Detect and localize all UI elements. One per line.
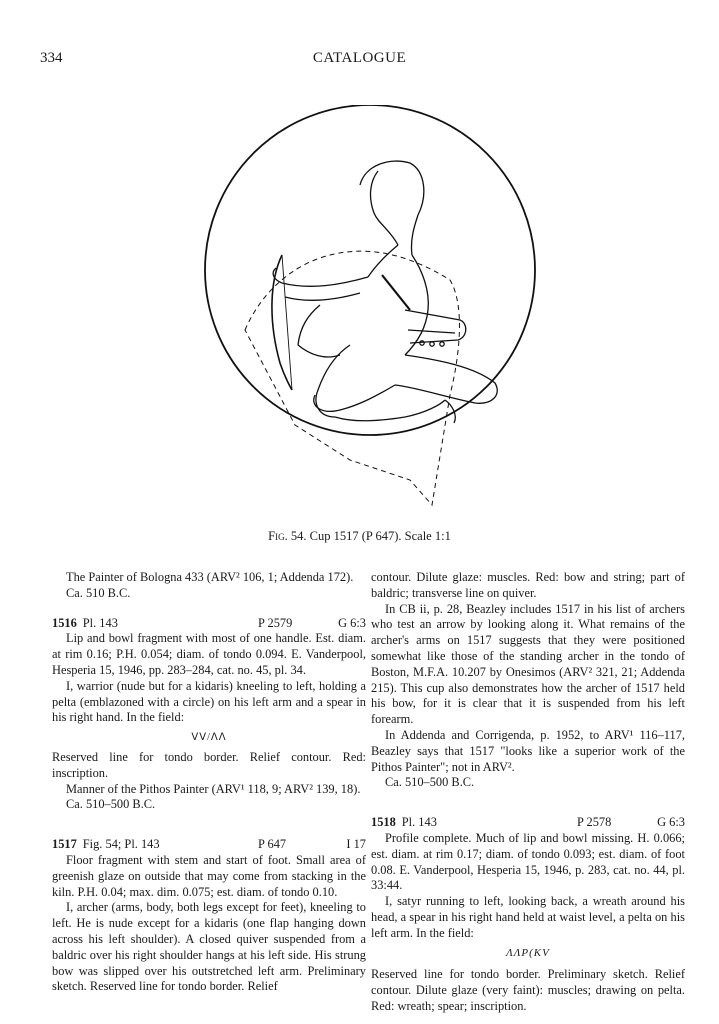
- figure-caption-text: Cup 1517 (P 647). Scale 1:1: [309, 529, 451, 543]
- figure-label: Fig. 54.: [268, 529, 307, 543]
- entry-technique: contour. Dilute glaze: muscles. Red: bow and string; part of baldric; transverse line on quiver.: [371, 570, 685, 600]
- right-column: [371, 570, 685, 1015]
- entry-technique: Reserved line for tondo border. Relief contour. Red: inscription.: [52, 749, 366, 780]
- entry-context: I 17: [346, 837, 366, 852]
- entry-description: Profile complete. Much of lip and bowl missing. H. 0.066; est. diam. at rim 0.17; diam. of tondo 0.093; est. diam. of foot 0.08. E. Vanderpool, Hesperia 15, 1946, p. 283, cat. no. 44, pl. 33:44.: [371, 830, 685, 893]
- kneeling-archer-tondo-drawing: [200, 105, 550, 515]
- left-column: [52, 570, 366, 995]
- bow: [272, 255, 292, 390]
- entry-description: Floor fragment with stem and start of foot. Small area of greenish glaze on outside that may come from stacking in the kiln. P.H. 0.04; max. dim. 0.075; est. diam. of tondo 0.10.: [52, 852, 366, 899]
- entry-date: Ca. 510–500 B.C.: [66, 797, 156, 812]
- entry-subject: I, warrior (nude but for a kidaris) kneeling to left, holding a pelta (emblazoned with a circle) on his left arm and a spear in his right hand. In the field:: [52, 678, 366, 725]
- entry-context: G 6:3: [657, 815, 685, 830]
- entry-plate: Pl. 143: [401, 815, 437, 830]
- entry-technique: Reserved line for tondo border. Preliminary sketch. Relief contour. Dilute glaze (very faint): muscles; drawing on pelta. Red: wreath; spear; inscription.: [371, 967, 685, 1013]
- entry-number: 1518: [371, 815, 396, 830]
- archer-head: [360, 161, 424, 255]
- entry-plate: Fig. 54; Pl. 143: [82, 837, 160, 852]
- entry-plate: Pl. 143: [82, 615, 118, 630]
- archer-body: [405, 255, 428, 355]
- entry-subject: I, archer (arms, body, both legs except for feet), kneeling to left. He is nude except for a kidaris (one flap hanging down across his left shoulder). A closed quiver suspended from a baldric over his right shoulder hangs at his left side. His strung bow was slipped over his outstretched left arm. Preliminary sketch. Reserved line for tondo border. Relief: [52, 900, 366, 994]
- entry-attribution: Manner of the Pithos Painter (ARV¹ 118, 9; ARV² 139, 18).: [66, 781, 361, 796]
- figure-caption: [0, 529, 719, 544]
- quiver: [405, 310, 466, 343]
- entry-commentary: In CB ii, p. 28, Beazley includes 1517 in his list of archers who test an arrow by looking along it. What remains of the archer's arms on 1517 suggests that they were positioned somewhat like those of the standing archer in the tondo of Boston, M.F.A. 10.207 by Onesimos (ARV² 321, 21; Addenda 215). This cup also demonstrates how the archer of 1517 held his bow, for it is clear that it is suspended from his left forearm.: [371, 601, 685, 727]
- inscription: ΛΛΡ(ΚV: [506, 946, 550, 959]
- archer-leg: [395, 355, 497, 403]
- entry-number: 1517: [52, 837, 77, 852]
- entry-commentary: In Addenda and Corrigenda, p. 1952, to ARV¹ 116–117, Beazley says that 1517 "looks like a superior work of the Pithos Painter"; not in ARV².: [371, 727, 685, 774]
- entry-date: Ca. 510–500 B.C.: [385, 775, 475, 790]
- archer-arm: [273, 268, 368, 286]
- entry-context: G 6:3: [338, 615, 366, 630]
- entry-1517-header: [52, 837, 366, 853]
- running-head: CATALOGUE: [312, 50, 407, 66]
- intro-line: The Painter of Bologna 433 (ARV² 106, 1; Addenda 172).: [66, 570, 354, 584]
- entry-1516-header: [52, 616, 366, 632]
- entry-inventory: P 647: [258, 837, 287, 852]
- entry-inventory: P 2578: [577, 815, 612, 830]
- entry-inventory: P 2579: [258, 615, 293, 630]
- entry-1518-header: [371, 815, 685, 831]
- entry-subject: I, satyr running to left, looking back, a wreath around his head, a spear in his right hand held at waist level, a pelta on his left arm. In the field:: [371, 894, 685, 940]
- inscription: ᐯᐯ/ᐱᐱ: [191, 732, 227, 744]
- entry-description: Lip and bowl fragment with most of one handle. Est. diam. at rim 0.16; P.H. 0.054; diam. of tondo 0.094. E. Vanderpool, Hesperia 15, 1946, pp. 283–284, cat. no. 45, pl. 34.: [52, 631, 366, 677]
- page-number: 334: [40, 50, 63, 66]
- tondo-border: [205, 105, 535, 435]
- intro-date: Ca. 510 B.C.: [66, 585, 131, 600]
- entry-number: 1516: [52, 615, 77, 630]
